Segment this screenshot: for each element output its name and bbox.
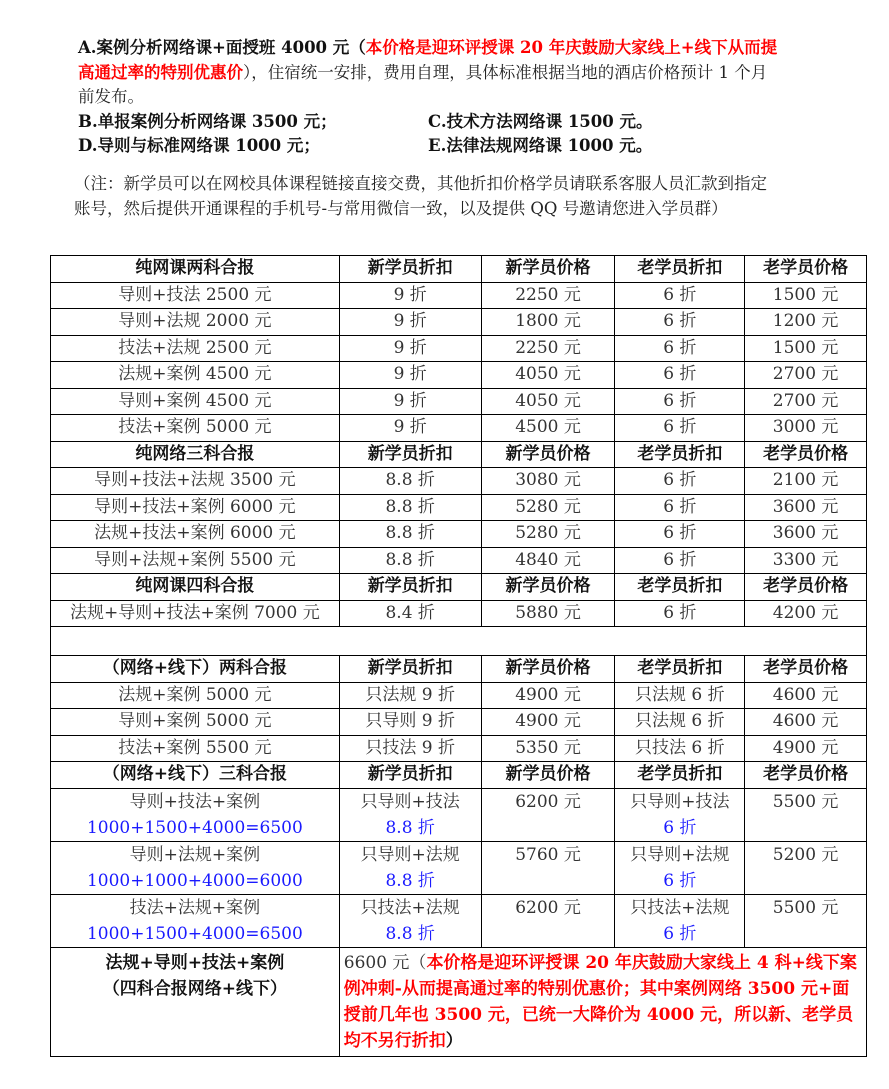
option-c: C.技术方法网络课 1500 元。 — [428, 111, 653, 131]
course-combo: 导则+技法+案例 6000 元 — [51, 494, 340, 521]
new-price: 4840 元 — [481, 547, 615, 574]
table-row — [51, 894, 867, 947]
new-price: 3080 元 — [481, 468, 615, 495]
column-header-new-discount: 新学员折扣 — [339, 574, 481, 601]
course-combo: 导则+案例 4500 元 — [51, 388, 340, 415]
new-discount: 9 折 — [339, 282, 481, 309]
course-combo: 导则+案例 5000 元 — [51, 709, 340, 736]
course-combo: 法规+案例 5000 元 — [51, 682, 340, 709]
price-calc: 1000+1500+4000=6500 — [86, 817, 303, 838]
old-discount-scope: 只导则+法规 — [630, 844, 730, 865]
section-title: （网络+线下）三科合报 — [51, 762, 340, 789]
new-discount: 8.8 折 — [339, 521, 481, 548]
old-price: 1200 元 — [745, 309, 867, 336]
column-header-new-price: 新学员价格 — [481, 256, 615, 283]
new-discount: 9 折 — [339, 415, 481, 442]
old-price: 4200 元 — [745, 600, 867, 627]
new-price: 5280 元 — [481, 494, 615, 521]
old-price: 4600 元 — [745, 709, 867, 736]
new-price: 1800 元 — [481, 309, 615, 336]
section-title: 纯网课两科合报 — [51, 256, 340, 283]
table-row — [51, 362, 867, 389]
new-price: 4900 元 — [481, 709, 615, 736]
course-combo: 导则+法规 2000 元 — [51, 309, 340, 336]
course-name: 导则+技法+案例 — [129, 791, 261, 812]
final-package-price — [339, 947, 866, 1056]
old-price: 3600 元 — [745, 494, 867, 521]
course-intro — [78, 36, 778, 159]
spacer-row — [51, 627, 867, 656]
old-price: 1500 元 — [745, 335, 867, 362]
new-price: 2250 元 — [481, 335, 615, 362]
new-discount: 9 折 — [339, 309, 481, 336]
new-discount — [339, 788, 481, 841]
old-discount: 6 折 — [615, 600, 745, 627]
option-a-label: A.案例分析网络课+面授班 4000 元（ — [78, 38, 366, 57]
course-combo — [51, 841, 340, 894]
new-discount: 只技法 9 折 — [339, 735, 481, 762]
price-calc: 1000+1500+4000=6500 — [86, 923, 303, 944]
old-discount-scope: 只导则+技法 — [630, 791, 730, 812]
option-a-promo: 本价格是迎环评授课 20 年庆鼓励大家线上+线下从而提高通过率的特别优惠价 — [78, 38, 778, 82]
new-price: 6200 元 — [481, 788, 615, 841]
old-discount: 6 折 — [615, 309, 745, 336]
new-price: 4500 元 — [481, 415, 615, 442]
section-header-row — [51, 574, 867, 601]
new-discount: 只导则 9 折 — [339, 709, 481, 736]
new-discount-rate: 8.8 折 — [385, 870, 435, 891]
old-discount-scope: 只技法+法规 — [630, 897, 730, 918]
column-header-new-price: 新学员价格 — [481, 574, 615, 601]
old-discount: 6 折 — [615, 547, 745, 574]
column-header-new-price: 新学员价格 — [481, 441, 615, 468]
option-e: E.法律法规网络课 1000 元。 — [428, 136, 653, 155]
table-row — [51, 282, 867, 309]
course-combo: 技法+案例 5000 元 — [51, 415, 340, 442]
section-header-row — [51, 441, 867, 468]
old-discount: 6 折 — [615, 521, 745, 548]
new-discount-scope: 只导则+技法 — [360, 791, 460, 812]
course-name: 导则+法规+案例 — [129, 844, 261, 865]
new-discount-rate: 8.8 折 — [385, 817, 435, 838]
section-header-row — [51, 656, 867, 683]
new-discount: 8.4 折 — [339, 600, 481, 627]
old-price: 3000 元 — [745, 415, 867, 442]
old-discount-rate: 6 折 — [663, 870, 697, 891]
new-price: 5350 元 — [481, 735, 615, 762]
old-price: 2100 元 — [745, 468, 867, 495]
old-discount: 6 折 — [615, 335, 745, 362]
column-header-old-discount: 老学员折扣 — [615, 574, 745, 601]
course-combo: 技法+法规 2500 元 — [51, 335, 340, 362]
old-price: 2700 元 — [745, 362, 867, 389]
section-title: 纯网课四科合报 — [51, 574, 340, 601]
column-header-new-price: 新学员价格 — [481, 656, 615, 683]
table-row — [51, 682, 867, 709]
payment-note — [74, 172, 774, 221]
new-discount: 9 折 — [339, 362, 481, 389]
old-discount: 6 折 — [615, 362, 745, 389]
new-discount: 8.8 折 — [339, 494, 481, 521]
old-discount: 6 折 — [615, 494, 745, 521]
final-package-row — [51, 947, 867, 1056]
final-price: 6600 元（ — [343, 952, 427, 973]
table-row — [51, 709, 867, 736]
table-row — [51, 309, 867, 336]
column-header-old-price: 老学员价格 — [745, 656, 867, 683]
table-row — [51, 415, 867, 442]
old-discount: 6 折 — [615, 282, 745, 309]
new-price: 4050 元 — [481, 362, 615, 389]
column-header-old-discount: 老学员折扣 — [615, 762, 745, 789]
table-row — [51, 841, 867, 894]
final-title-line1: 法规+导则+技法+案例 — [105, 952, 285, 973]
section-header-row — [51, 256, 867, 283]
column-header-old-price: 老学员价格 — [745, 441, 867, 468]
new-price: 5880 元 — [481, 600, 615, 627]
section-title: （网络+线下）两科合报 — [51, 656, 340, 683]
course-combo: 技法+案例 5500 元 — [51, 735, 340, 762]
column-header-old-discount: 老学员折扣 — [615, 441, 745, 468]
column-header-old-price: 老学员价格 — [745, 574, 867, 601]
new-discount: 8.8 折 — [339, 547, 481, 574]
option-a — [78, 36, 778, 110]
old-discount — [615, 894, 745, 947]
old-discount: 只技法 6 折 — [615, 735, 745, 762]
old-discount: 6 折 — [615, 388, 745, 415]
old-price: 4600 元 — [745, 682, 867, 709]
old-discount: 6 折 — [615, 415, 745, 442]
course-name: 技法+法规+案例 — [129, 897, 261, 918]
old-price: 5500 元 — [745, 894, 867, 947]
old-discount: 6 折 — [615, 468, 745, 495]
table-row — [51, 468, 867, 495]
column-header-old-price: 老学员价格 — [745, 762, 867, 789]
old-discount — [615, 841, 745, 894]
table-row — [51, 335, 867, 362]
option-a-rest: ），住宿统一安排，费用自理，具体标准根据当地的酒店价格预计 1 个月前发布。 — [78, 62, 768, 106]
new-discount: 8.8 折 — [339, 468, 481, 495]
new-price: 4050 元 — [481, 388, 615, 415]
table-row — [51, 494, 867, 521]
options-bc — [78, 110, 778, 135]
course-combo: 法规+案例 4500 元 — [51, 362, 340, 389]
old-discount — [615, 788, 745, 841]
table-row — [51, 521, 867, 548]
old-price: 1500 元 — [745, 282, 867, 309]
option-b: B.单报案例分析网络课 3500 元； — [78, 111, 337, 131]
old-price: 2700 元 — [745, 388, 867, 415]
old-discount-rate: 6 折 — [663, 817, 697, 838]
option-d: D.导则与标准网络课 1000 元； — [78, 136, 320, 155]
old-price: 4900 元 — [745, 735, 867, 762]
new-discount — [339, 894, 481, 947]
course-combo: 导则+技法+法规 3500 元 — [51, 468, 340, 495]
course-combo: 法规+导则+技法+案例 7000 元 — [51, 600, 340, 627]
payment-note-text: （注：新学员可以在网校具体课程链接直接交费，其他折扣价格学员请联系客服人员汇款到指定账号，然后提供开通课程的手机号-与常用微信一致，以及提供 QQ 号邀请您进入学员群） — [74, 174, 767, 218]
course-combo: 导则+法规+案例 5500 元 — [51, 547, 340, 574]
spacer-cell — [51, 627, 867, 656]
new-price: 6200 元 — [481, 894, 615, 947]
final-promo-text: 本价格是迎环评授课 20 年庆鼓励大家线上 4 科+线下案例冲刺-从而提高通过率的特别优惠价；其中案例网络 3500 元+面授前几年也 3500 元，已统一大降价为 4000 元，所以新、老学员均不另行折扣 — [343, 952, 857, 1051]
table-row — [51, 735, 867, 762]
column-header-new-discount: 新学员折扣 — [339, 256, 481, 283]
old-price: 3600 元 — [745, 521, 867, 548]
new-price: 4900 元 — [481, 682, 615, 709]
section-title: 纯网络三科合报 — [51, 441, 340, 468]
old-discount-rate: 6 折 — [663, 923, 697, 944]
new-discount — [339, 841, 481, 894]
new-price: 2250 元 — [481, 282, 615, 309]
new-discount: 只法规 9 折 — [339, 682, 481, 709]
final-close: ） — [445, 1030, 463, 1051]
course-combo: 法规+技法+案例 6000 元 — [51, 521, 340, 548]
old-discount: 只法规 6 折 — [615, 709, 745, 736]
new-discount: 9 折 — [339, 388, 481, 415]
course-combo — [51, 894, 340, 947]
section-header-row — [51, 762, 867, 789]
new-discount-scope: 只导则+法规 — [360, 844, 460, 865]
column-header-old-discount: 老学员折扣 — [615, 656, 745, 683]
old-discount: 只法规 6 折 — [615, 682, 745, 709]
final-package-title — [51, 947, 340, 1056]
table-row — [51, 547, 867, 574]
old-price: 5500 元 — [745, 788, 867, 841]
new-discount: 9 折 — [339, 335, 481, 362]
new-price: 5280 元 — [481, 521, 615, 548]
options-de — [78, 134, 778, 159]
column-header-new-price: 新学员价格 — [481, 762, 615, 789]
old-price: 5200 元 — [745, 841, 867, 894]
table-row — [51, 388, 867, 415]
course-combo — [51, 788, 340, 841]
price-calc: 1000+1000+4000=6000 — [86, 870, 303, 891]
table-row — [51, 788, 867, 841]
column-header-new-discount: 新学员折扣 — [339, 762, 481, 789]
old-price: 3300 元 — [745, 547, 867, 574]
column-header-new-discount: 新学员折扣 — [339, 656, 481, 683]
new-discount-rate: 8.8 折 — [385, 923, 435, 944]
column-header-new-discount: 新学员折扣 — [339, 441, 481, 468]
final-title-line2: （四科合报网络+线下） — [102, 978, 287, 999]
new-discount-scope: 只技法+法规 — [360, 897, 460, 918]
column-header-old-discount: 老学员折扣 — [615, 256, 745, 283]
pricing-table — [50, 255, 867, 1057]
new-price: 5760 元 — [481, 841, 615, 894]
table-row — [51, 600, 867, 627]
column-header-old-price: 老学员价格 — [745, 256, 867, 283]
course-combo: 导则+技法 2500 元 — [51, 282, 340, 309]
